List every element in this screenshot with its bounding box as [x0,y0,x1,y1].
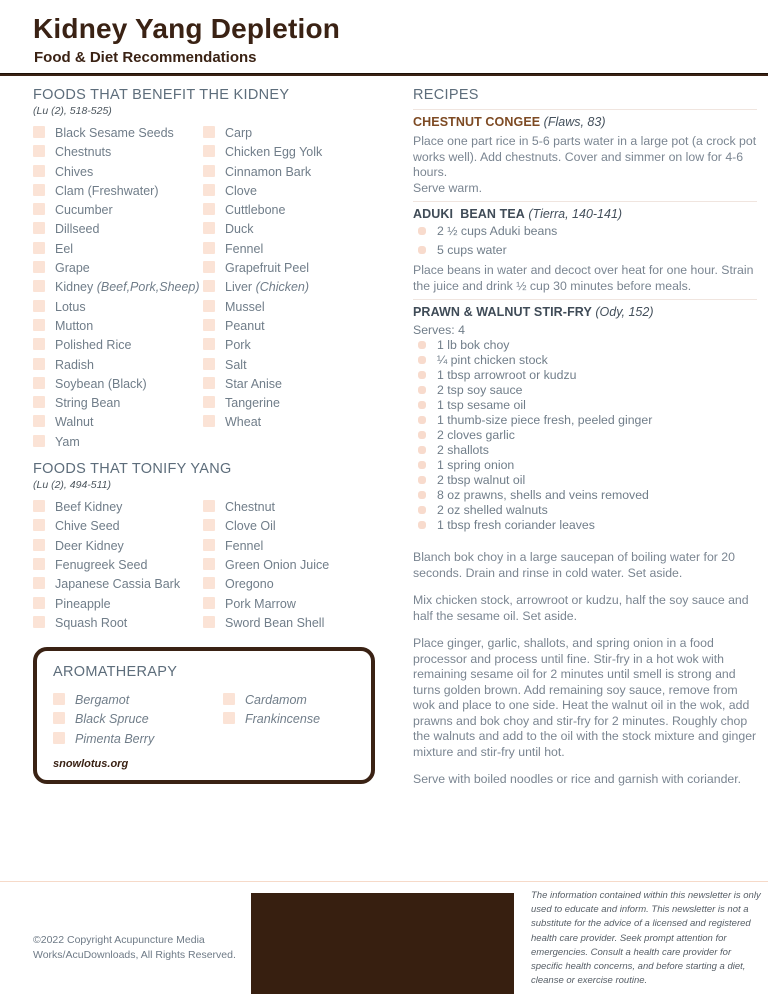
list-item-label: Green Onion Juice [225,557,330,572]
ingredient-row [413,503,757,518]
list-item-label: Chive Seed [55,519,120,534]
list-item-label: Radish [55,357,94,372]
footer-divider [0,881,768,882]
list-item [203,595,398,614]
ingredient-label: 2 oz shelled walnuts [437,503,548,517]
list-item-label: Fennel [225,538,264,553]
list-item [33,413,203,432]
list-item [33,575,203,594]
list-item-label: Pork Marrow [225,596,296,611]
list-item [203,240,398,259]
ingredient-row [413,338,757,353]
aromatherapy-heading: AROMATHERAPY [53,664,178,681]
checkbox-icon [203,519,215,531]
bullet-icon [418,227,426,235]
list-item [33,182,203,201]
benefit-section-citation: (Lu (2), 518-525) [33,105,112,117]
recipe-citation: (Flaws, 83) [540,115,606,129]
snowlotus-link[interactable]: snowlotus.org [53,758,129,771]
list-item-label: Polished Rice [55,338,132,353]
bullet-icon [418,491,426,499]
list-item-label: Mutton [55,318,94,333]
footer-brand-block [251,893,514,994]
list-item-label: Cardamom [245,693,307,708]
checkbox-icon [203,184,215,196]
list-item-label: Squash Root [55,615,128,630]
list-item-label: Clove Oil [225,519,276,534]
tonify-food-col1 [33,498,203,633]
recipe-title [413,115,757,130]
ingredient-label: 1 spring onion [437,458,515,472]
list-item [33,537,203,556]
recipe-title [413,305,757,320]
list-item-label: Deer Kidney [55,538,124,553]
ingredient-label: 2 tbsp walnut oil [437,473,526,487]
checkbox-icon [203,222,215,234]
bullet-icon [418,341,426,349]
checkbox-icon [203,242,215,254]
checkbox-icon [203,338,215,350]
list-item [203,356,398,375]
list-item [203,317,398,336]
list-item [33,298,203,317]
bullet-icon [418,506,426,514]
list-item-label: Walnut [55,415,94,430]
copyright-text: ©2022 Copyright Acupuncture Media Works/AcuDownloads, All Rights Reserved. [33,934,236,961]
list-item [203,614,398,633]
list-item-note: (Beef,Pork,Sheep) [93,280,200,295]
list-item [33,240,203,259]
list-item [203,394,398,413]
list-item [33,356,203,375]
bullet-icon [418,371,426,379]
aromatherapy-col1 [53,691,223,749]
list-item-label: Yam [55,434,80,449]
ingredient-row [413,223,757,241]
checkbox-icon [203,500,215,512]
bullet-icon [418,521,426,529]
list-item-note: (Chicken) [252,280,310,295]
checkbox-icon [33,435,45,447]
list-item-label: Carp [225,126,253,140]
list-item [33,163,203,182]
checkbox-icon [33,222,45,234]
list-item [203,575,398,594]
checkbox-icon [203,165,215,177]
list-item-label: Bergamot [75,693,130,708]
list-item-label: Pimenta Berry [75,731,155,746]
aromatherapy-col2 [223,691,363,749]
checkbox-icon [33,319,45,331]
checkbox-icon [203,377,215,389]
recipes-column [413,86,757,788]
checkbox-icon [33,358,45,370]
aromatherapy-list [53,691,363,749]
recipe-paragraph: Serve warm. [413,180,483,195]
recipes-list [413,109,757,788]
checkbox-icon [33,558,45,570]
list-item [203,163,398,182]
ingredient-row [413,398,757,413]
list-item [33,375,203,394]
recipe-paragraph: Place beans in water and decoct over heat for one hour. Strain the juice and drink ½ cup 30 minutes before meals. [413,263,754,293]
checkbox-icon [33,577,45,589]
recipe-paragraph: Mix chicken stock, arrowroot or kudzu, half the soy sauce and half the sesame oil. Set aside. [413,593,749,623]
ingredient-row [413,368,757,383]
recipe-section [413,207,757,294]
checkbox-icon [33,300,45,312]
checkbox-icon [203,358,215,370]
ingredient-row [413,518,757,533]
list-item-label: Black Spruce [75,712,149,727]
list-item-label: Chives [55,164,94,179]
recipe-citation: (Tierra, 140-141) [524,207,623,221]
list-item-label: Clam (Freshwater) [55,183,159,198]
list-item [53,730,223,749]
checkbox-icon [33,165,45,177]
recipe-divider [413,299,757,300]
list-item [203,336,398,355]
list-item [33,220,203,239]
tonify-food-col2 [203,498,398,633]
ingredient-label: 1 thumb-size piece fresh, peeled ginger [437,413,653,427]
ingredient-label: 1 lb bok choy [437,338,510,352]
checkbox-icon [223,712,235,724]
list-item-label: Japanese Cassia Bark [55,577,181,592]
bullet-icon [418,476,426,484]
list-item [203,517,398,536]
checkbox-icon [33,203,45,215]
bullet-icon [418,431,426,439]
list-item [33,143,203,162]
list-item-label: Mussel [225,299,265,314]
recipe-section [413,115,757,196]
list-item-label: Fenugreek Seed [55,557,148,572]
checkbox-icon [203,616,215,628]
disclaimer-text: The information contained within this newsletter is only used to educate and inform. This newsletter is not a substitute for the advice of a licensed and registered health care provider. Seek prompt attention for emergencies. Consult a health care provider for specific health concerns, and before starting a diet, cleanse or exercise routine. [531,890,761,987]
checkbox-icon [203,145,215,157]
list-item [203,556,398,575]
checkbox-icon [203,300,215,312]
list-item-label: Clove [225,183,257,198]
list-item-label: Pork [225,338,251,353]
checkbox-icon [203,396,215,408]
checkbox-icon [33,396,45,408]
checkbox-icon [33,184,45,196]
list-item [223,710,363,729]
ingredient-label: 1 tbsp fresh coriander leaves [437,518,595,532]
ingredient-label: ¼ pint chicken stock [437,353,548,367]
list-item [33,433,203,452]
ingredient-label: 1 tsp sesame oil [437,398,526,412]
ingredient-label: 2 shallots [437,443,489,457]
checkbox-icon [33,597,45,609]
checkbox-icon [33,145,45,157]
recipe-divider [413,109,757,110]
list-item-label: Lotus [55,299,86,314]
list-item-label: Star Anise [225,376,282,391]
checkbox-icon [203,558,215,570]
ingredient-row [413,428,757,443]
list-item-label: Oregono [225,577,274,592]
benefit-food-col2 [203,124,398,452]
ingredient-row [413,242,757,260]
list-item [203,537,398,556]
checkbox-icon [33,126,45,138]
list-item-label: Liver [225,280,253,295]
list-item [33,259,203,278]
page-title: Kidney Yang Depletion [33,13,341,44]
list-item [33,556,203,575]
checkbox-icon [53,712,65,724]
benefit-section-heading: FOODS THAT BENEFIT THE KIDNEY [33,87,290,103]
list-item [33,517,203,536]
checkbox-icon [203,539,215,551]
checkbox-icon [53,732,65,744]
list-item [33,124,203,143]
recipe-name: ADUKI BEAN TEA [413,207,525,221]
bullet-icon [418,416,426,424]
bullet-icon [418,446,426,454]
ingredient-label: 1 tbsp arrowroot or kudzu [437,368,577,382]
checkbox-icon [33,261,45,273]
ingredient-label: 8 oz prawns, shells and veins removed [437,488,649,502]
checkbox-icon [33,242,45,254]
left-column [33,86,398,784]
list-item [33,394,203,413]
checkbox-icon [203,280,215,292]
recipe-name: PRAWN & WALNUT STIR-FRY [413,305,592,319]
ingredient-row [413,353,757,368]
benefit-food-col1 [33,124,203,452]
list-item [53,691,223,710]
checkbox-icon [203,126,215,138]
list-item [203,498,398,517]
list-item-label: Grape [55,261,90,276]
checkbox-icon [33,377,45,389]
list-item-label: Pineapple [55,596,111,611]
recipe-paragraph: Place ginger, garlic, shallots, and spring onion in a food processor and process until fine. Stir-fry in a hot wok with remaining sesame oil for 2 minutes until smell is strong and turns golden brown. Add remaining soy sauce, remove from wok and place to one side. Heat the walnut oil in the wok, add prawns and bok choy and stir-fry for 2 minutes. Roughly chop the walnuts and add to the oil with the stock mixture and ginger mixture and stir-fry until hot. [413,636,757,759]
list-item-label: Duck [225,222,254,237]
list-item-label: Eel [55,241,74,256]
recipe-citation: (Ody, 152) [591,305,654,319]
ingredient-label: 2 tsp soy sauce [437,383,523,397]
list-item [53,710,223,729]
recipe-name: CHESTNUT CONGEE [413,115,541,129]
recipe-paragraph: Blanch bok choy in a large saucepan of boiling water for 20 seconds. Drain and rinse in cold water. Set aside. [413,550,735,580]
list-item [203,220,398,239]
page-subtitle: Food & Diet Recommendations [34,49,257,66]
list-item [203,278,398,297]
ingredient-row [413,383,757,398]
header-divider [0,73,768,76]
list-item-label: Cucumber [55,203,113,218]
list-item [203,124,398,143]
ingredient-label: 5 cups water [437,242,507,257]
bullet-icon [418,401,426,409]
checkbox-icon [203,203,215,215]
ingredient-row [413,413,757,428]
checkbox-icon [53,693,65,705]
recipe-title [413,207,757,222]
ingredient-row [413,488,757,503]
list-item-label: Soybean (Black) [55,376,147,391]
list-item [33,317,203,336]
checkbox-icon [33,500,45,512]
ingredient-label: 2 cloves garlic [437,428,515,442]
benefit-food-list [33,124,398,452]
checkbox-icon [33,616,45,628]
aromatherapy-box [33,647,375,784]
list-item-label: Chestnut [225,500,276,515]
ingredient-label: 2 ½ cups Aduki beans [437,224,558,238]
list-item-label: Chicken Egg Yolk [225,145,323,160]
checkbox-icon [203,319,215,331]
list-item [203,375,398,394]
list-item-label: Fennel [225,241,264,256]
list-item [203,182,398,201]
list-item-label: Grapefruit Peel [225,261,310,276]
list-item-label: Frankincense [245,712,321,727]
ingredient-row [413,443,757,458]
list-item-label: Dillseed [55,222,100,237]
checkbox-icon [203,261,215,273]
bullet-icon [418,356,426,364]
list-item [33,278,203,297]
checkbox-icon [33,280,45,292]
list-item-label: Cuttlebone [225,203,286,218]
recipe-section [413,305,757,788]
list-item [33,201,203,220]
list-item-label: Sword Bean Shell [225,615,325,630]
tonify-section-citation: (Lu (2), 494-511) [33,479,112,492]
list-item-label: String Bean [55,396,121,411]
tonify-section-heading: FOODS THAT TONIFY YANG [33,461,232,478]
checkbox-icon [33,539,45,551]
bullet-icon [418,386,426,394]
recipe-divider [413,201,757,202]
recipes-heading: RECIPES [413,87,479,103]
checkbox-icon [223,693,235,705]
list-item [223,691,363,710]
checkbox-icon [203,597,215,609]
ingredient-row [413,458,757,473]
checkbox-icon [203,577,215,589]
list-item [203,298,398,317]
list-item-label: Kidney [55,280,94,295]
list-item [203,413,398,432]
checkbox-icon [33,338,45,350]
list-item [203,201,398,220]
bullet-icon [418,461,426,469]
list-item [33,614,203,633]
list-item-label: Tangerine [225,396,280,411]
list-item-label: Chestnuts [55,145,112,160]
list-item [203,259,398,278]
list-item-label: Black Sesame Seeds [55,126,174,140]
list-item-label: Peanut [225,318,265,333]
ingredient-row [413,473,757,488]
list-item-label: Beef Kidney [55,500,123,515]
list-item [203,143,398,162]
list-item [33,336,203,355]
bullet-icon [418,246,426,254]
checkbox-icon [203,415,215,427]
checkbox-icon [33,415,45,427]
recipe-paragraph: Serve with boiled noodles or rice and garnish with coriander. [413,772,742,786]
checkbox-icon [33,519,45,531]
list-item [33,595,203,614]
recipe-paragraph: Place one part rice in 5-6 parts water in a large pot (a crock pot works well). Add chestnuts. Cover and simmer on low for 4-6 hours. [413,134,757,179]
list-item-label: Salt [225,357,247,372]
list-item-label: Cinnamon Bark [225,164,312,179]
recipe-serves: Serves: 4 [413,323,465,337]
tonify-food-list [33,498,398,633]
list-item [33,498,203,517]
list-item-label: Wheat [225,415,262,430]
